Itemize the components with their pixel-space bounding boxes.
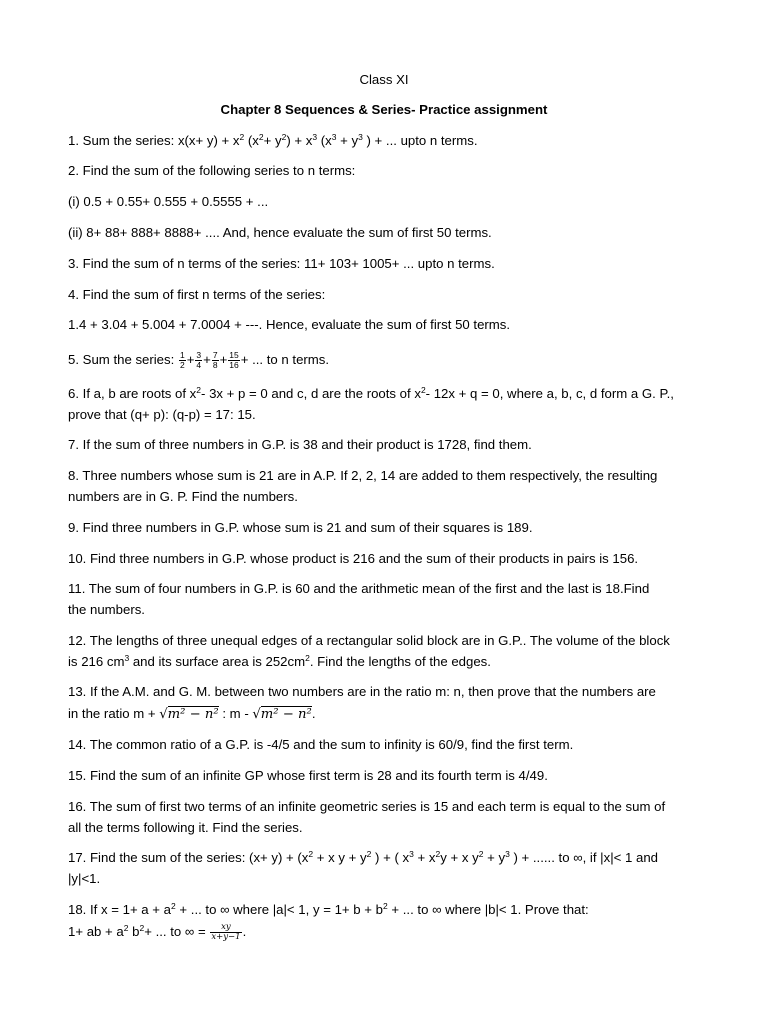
- question-8-line-2: numbers are in G. P. Find the numbers.: [68, 489, 298, 504]
- question-14: 14. The common ratio of a G.P. is -4/5 and the sum to infinity is 60/9, find the first term.: [68, 737, 574, 752]
- fraction: $\frac{15}{16}$: [229, 350, 239, 371]
- radicand: m² − n²: [167, 707, 219, 722]
- question-11: 11. The sum of four numbers in G.P. is 60 and the arithmetic mean of the first and the last is 18.Find: [68, 581, 650, 596]
- fraction: $\frac{3}{4}$: [196, 350, 202, 371]
- radical-sign: √: [252, 707, 261, 722]
- page-title: Chapter 8 Sequences & Series- Practice assignment: [220, 102, 548, 117]
- question-1: 1. Sum the series: $x(x+ y) + x^2$ $(x^2+ y^2) + x^3$ ($x^3 + y^3$ ) + ... upto n terms.: [68, 132, 478, 148]
- question-5: 5. Sum the series: $\frac{1}{2}$ + $\frac{3}{4}$ + $\frac{7}{8}$ + $\frac{15}{16}$ + ... to n terms.: [68, 350, 330, 371]
- question-16: 16. The sum of first two terms of an infinite geometric series is 15 and each term is equal to the sum of: [68, 799, 666, 814]
- question-16-line-2: all the terms following it. Find the series.: [68, 820, 303, 835]
- radical-sign: √: [159, 707, 168, 722]
- question-4-series: 1.4 + 3.04 + 5.004 + 7.0004 + ---. Hence, evaluate the sum of first 50 terms.: [68, 317, 511, 332]
- fraction: $\frac{7}{8}$: [212, 350, 218, 371]
- question-12: 12. The lengths of three unequal edges of a rectangular solid block are in G.P.. The volume of the block: [68, 633, 670, 648]
- question-4: 4. Find the sum of first n terms of the series:: [68, 287, 326, 302]
- question-17-line-2: |y|<1.: [68, 871, 101, 886]
- question-2-part-i: (i) 0.5 + 0.55+ 0.555 + 0.5555 + ...: [68, 194, 269, 209]
- question-9: 9. Find three numbers in G.P. whose sum is 21 and sum of their squares is 189.: [68, 520, 533, 535]
- question-13-line-2: in the ratio m + √m² − n² : m - √m² − n².: [68, 706, 316, 722]
- fraction: $\frac{xy}{x+y-1}$: [211, 922, 241, 943]
- class-label: Class XI: [359, 72, 409, 87]
- question-11-line-2: the numbers.: [68, 602, 145, 617]
- question-6: 6. If a, b are roots of $x^2-$ 3x + p = 0 and c, d are the roots of $x^2-$ 12x + q = 0, where a, b, c, d form a G. P.,: [68, 385, 674, 401]
- question-10: 10. Find three numbers in G.P. whose product is 216 and the sum of their products in pairs is 156.: [68, 551, 639, 566]
- question-2-part-ii: (ii) 8+ 88+ 888+ 8888+ .... And, hence evaluate the sum of first 50 terms.: [68, 225, 492, 240]
- question-17: 17. Find the sum of the series: $(x+ y) + (x^2 + x$ $y + y^2$ ) + ( $x^3 + x^2y + x$ $y^2 + y^3$ ) + ...... to ∞, if |x|< 1 and: [68, 849, 658, 865]
- question-3: 3. Find the sum of n terms of the series: 11+ 103+ 1005+ ... upto n terms.: [68, 256, 495, 271]
- question-2: 2. Find the sum of the following series to n terms:: [68, 163, 356, 178]
- question-6-line-2: prove that (q+ p): (q-p) = 17: 15.: [68, 407, 256, 422]
- question-18-line-2: 1+ ab + $a^2$ $b^2+$ ... to ∞ = $\frac{xy}{x+y-1}$ .: [68, 922, 247, 943]
- question-18: 18. If $x = 1+ a + a^2$ + ... to ∞ where |a|< 1, $y = 1+ b + b^2$ + ... to ∞ where |b|< 1. Prove that:: [68, 901, 589, 917]
- question-12-line-2: is 216 $cm^3$ and its surface area is $252cm^2$. Find the lengths of the edges.: [68, 653, 491, 669]
- question-15: 15. Find the sum of an infinite GP whose first term is 28 and its fourth term is 4/49.: [68, 768, 548, 783]
- radicand: m² − n²: [260, 707, 312, 722]
- fraction: $\frac{1}{2}$: [179, 350, 185, 371]
- question-8: 8. Three numbers whose sum is 21 are in A.P. If 2, 2, 14 are added to them respectively, the resulting: [68, 468, 658, 483]
- question-7: 7. If the sum of three numbers in G.P. is 38 and their product is 1728, find them.: [68, 437, 532, 452]
- question-13: 13. If the A.M. and G. M. between two numbers are in the ratio m: n, then prove that the numbers are: [68, 684, 656, 699]
